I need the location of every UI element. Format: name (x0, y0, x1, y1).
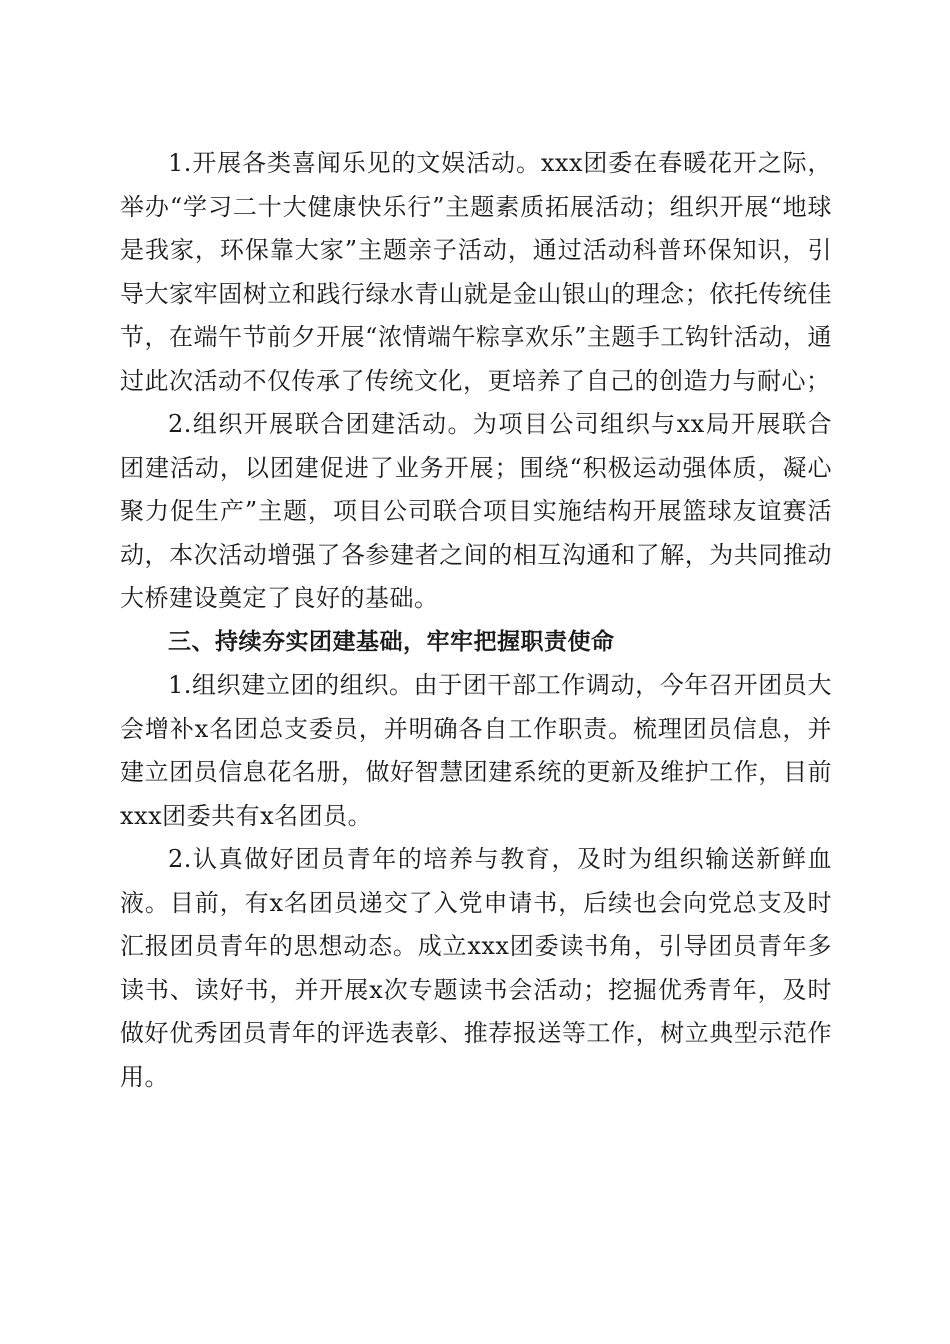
paragraph-cultural-activities: 1.开展各类喜闻乐见的文娱活动。xxx团委在春暖花开之际，举办“学习二十大健康快乐行”主题素质拓展活动；组织开展“地球是我家，环保靠大家”主题亲子活动，通过活动科普环保知识，引导大家牢固树立和践行绿水青山就是金山银山的理念；依托传统佳节，在端午节前夕开展“浓情端午粽享欢乐”主题手工钩针活动，通过此次活动不仅传承了传统文化，更培养了自己的创造力与耐心； (120, 149, 832, 395)
paragraph-organization-building: 1.组织建立团的组织。由于团干部工作调动，今年召开团员大会增补x名团总支委员，并明确各自工作职责。梳理团员信息，并建立团员信息花名册，做好智慧团建系统的更新及维护工作，目前xxx团委共有x名团员。 (120, 671, 832, 830)
paragraph-joint-team-building: 2.组织开展联合团建活动。为项目公司组织与xx局开展联合团建活动，以团建促进了业务开展；围绕“积极运动强体质，凝心聚力促生产”主题，项目公司联合项目实施结构开展篮球友谊赛活动，本次活动增强了各参建者之间的相互沟通和了解，为共同推动大桥建设奠定了良好的基础。 (120, 410, 832, 612)
paragraph-youth-training: 2.认真做好团员青年的培养与教育，及时为组织输送新鲜血液。目前，有x名团员递交了入党申请书，后续也会向党总支及时汇报团员青年的思想动态。成立xxx团委读书角，引导团员青年多读书、读好书，并开展x次专题读书会活动；挖掘优秀青年，及时做好优秀团员青年的评选表彰、推荐报送等工作，树立典型示范作用。 (120, 845, 832, 1091)
section-heading-three: 三、持续夯实团建基础，牢牢把握职责使命 (168, 628, 615, 655)
document-body (120, 142, 832, 1099)
